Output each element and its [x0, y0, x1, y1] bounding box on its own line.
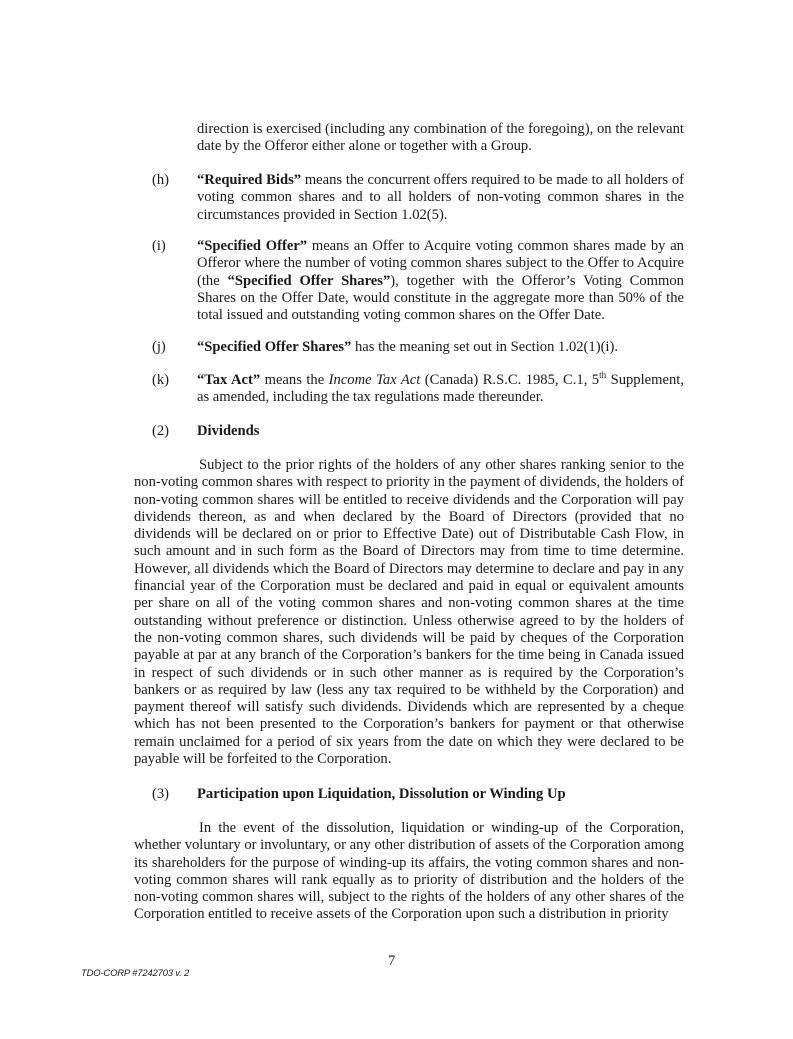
defined-term: “Tax Act”	[197, 372, 261, 388]
section-number: (2)	[152, 423, 170, 439]
statute-title: Income Tax Act	[328, 372, 421, 388]
definition-body: “Tax Act” means the Income Tax Act (Canada) R.S.C. 1985, C.1, 5th Supplement, as amended, including the tax regulations made thereunder.	[197, 370, 684, 406]
defined-term: “Required Bids”	[197, 172, 302, 188]
liquidation-paragraph: In the event of the dissolution, liquidation or winding-up of the Corporation, whether voluntary or involuntary, or any other distribution of assets of the Corporation among its shareholders for the purpose of winding-up its affairs, the voting common shares and non-voting common shares will rank equally as to priority of distribution and the holders of the non-voting common shares will, subject to the rights of the holders of any other shares of the Corporation entitled to receive assets of the Corporation upon such a distribution in priority	[134, 820, 684, 923]
dividends-paragraph: Subject to the prior rights of the holders of any other shares ranking senior to the non-voting common shares with respect to priority in the payment of dividends, the holders of non-voting common shares will be entitled to receive dividends and the Corporation will pay dividends thereon, as and when declared by the Board of Directors (provided that no dividends will be declared on or prior to Effective Date) out of Distributable Cash Flow, in such amount and in such form as the Board of Directors may from time to time determine. However, all dividends which the Board of Directors may determine to declare and pay in any financial year of the Corporation must be declared and paid in equal or equivalent amounts per share on all of the voting common shares and non-voting common shares at the time outstanding without preference or distinction. Unless otherwise agreed to by the holders of the non-voting common shares, such dividends will be paid by cheques of the Corporation payable at par at any branch of the Corporation’s bankers for the time being in Canada issued in respect of such dividends or in such other manner as is required by the Corporation’s bankers or as required by law (less any tax required to be withheld by the Corporation) and payment thereof will satisfy such dividends. Dividends which are represented by a cheque which has not been presented to the Corporation’s bankers for payment or that otherwise remain unclaimed for a period of six years from the date on which they were declared to be payable will be forfeited to the Corporation.	[134, 457, 684, 768]
continuation-paragraph: direction is exercised (including any combination of the foregoing), on the relevant date by the Offeror either alone or together with a Group.	[197, 121, 684, 155]
section-number: (3)	[152, 786, 170, 802]
definition-body: “Specified Offer Shares” has the meaning set out in Section 1.02(1)(i).	[197, 339, 618, 355]
definition-label: (k)	[152, 372, 170, 388]
section-title: Participation upon Liquidation, Dissolution or Winding Up	[197, 786, 566, 802]
definition-label: (j)	[152, 339, 166, 355]
page-number: 7	[388, 953, 396, 969]
section-title: Dividends	[197, 423, 260, 439]
defined-term: “Specified Offer Shares”	[197, 339, 352, 355]
defined-term: “Specified Offer Shares”	[227, 272, 391, 289]
defined-term: “Specified Offer”	[197, 238, 308, 254]
definition-body: “Specified Offer” means an Offer to Acquire voting common shares made by an Offeror where the number of voting common shares subject to the Offer to Acquire (the “Specified Offer Shares”), together with the Offeror’s Voting Common Shares on the Offer Date, would constitute in the aggregate more than 50% of the total issued and outstanding voting common shares on the Offer Date.	[197, 238, 684, 324]
document-id: TDO-CORP #7242703 v. 2	[81, 968, 190, 979]
definition-body: “Required Bids” means the concurrent offers required to be made to all holders of voting common shares and to all holders of non-voting common shares in the circumstances provided in Section 1.02(5).	[197, 172, 684, 223]
definition-label: (h)	[152, 172, 170, 188]
definition-label: (i)	[152, 238, 166, 254]
